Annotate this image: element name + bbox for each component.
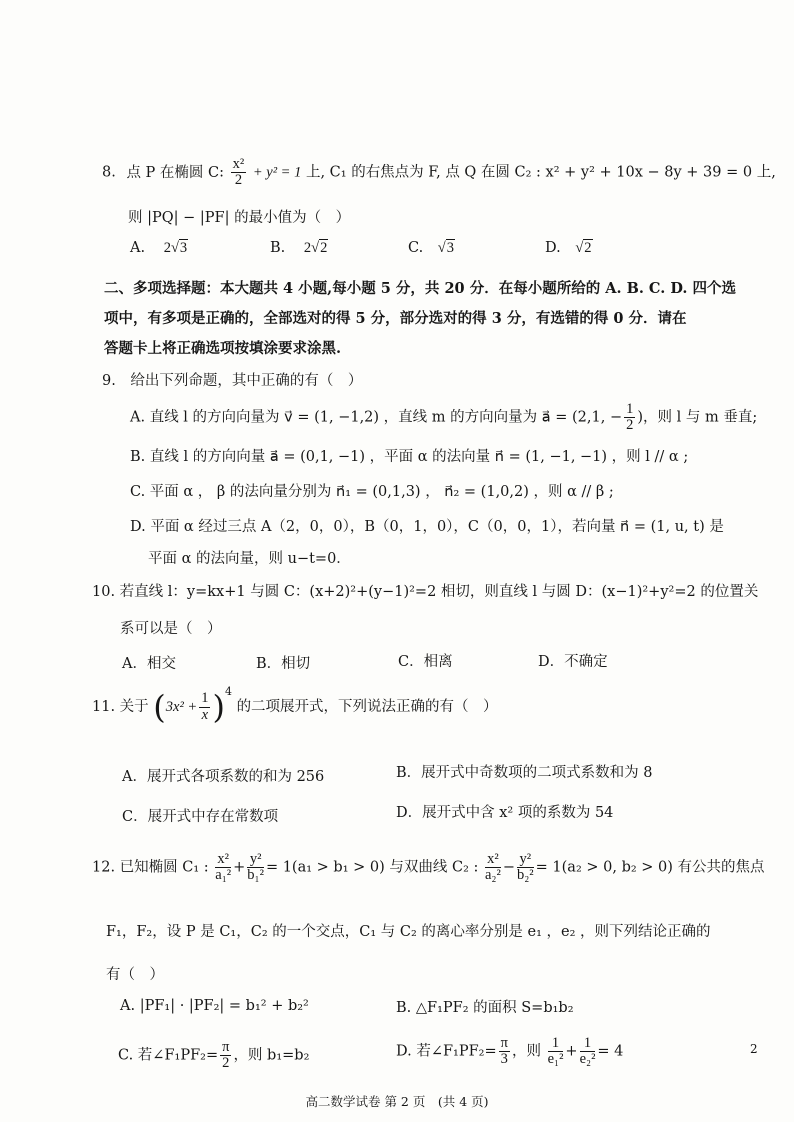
q12-d-pre: D. 若∠F₁PF₂=	[396, 1043, 497, 1060]
q12-d-frac2	[580, 1036, 596, 1067]
q11-frac-den: x	[201, 706, 209, 723]
q9-option-c: C. 平面 α ， β 的法向量分别为 n⃗₁ = (0,1,3) ， n⃗₂ = (1,0,2) ，则 α // β ;	[130, 484, 614, 500]
q12-ellipse-frac2	[247, 852, 264, 883]
q8-option-c-radicand: 3	[446, 240, 455, 256]
q12-d-d1: e₁²	[547, 1051, 564, 1068]
q8-frac-num: x²	[232, 156, 245, 172]
q12-d-post: = 4	[597, 1043, 624, 1060]
section2-line1: 二、多项选择题：本大题共 4 小题,每小题 5 分，共 20 分．在每小题所给的 A. B. C. D. 四个选	[104, 280, 736, 297]
q12-d-n2: 1	[580, 1036, 596, 1052]
q8-ellipse-colon: :	[219, 164, 225, 181]
q11-option-a: A．展开式各项系数的和为 256	[122, 769, 325, 785]
q12-h-num2: y²	[517, 852, 534, 868]
q10-option-b: B．相切	[256, 656, 311, 672]
q11-pre: 11. 关于	[92, 699, 149, 715]
q8-ellipse-rest: + y² = 1	[252, 164, 302, 181]
q8-option-d-radicand: 2	[584, 240, 592, 256]
q12-c-den: 2	[222, 1055, 230, 1072]
q12-option-c	[118, 1040, 309, 1071]
q10-line2: 系可以是（ ）	[120, 621, 222, 637]
q12-option-a: A. |PF₁| · |PF₂| = b₁² + b₂²	[120, 998, 309, 1014]
q9-option-a	[130, 402, 757, 433]
q8-option-a-label: A.	[130, 240, 146, 256]
q12-hyper-frac1	[485, 852, 501, 883]
q11-left-paren: (	[153, 688, 166, 726]
q12-line3: 有（ ）	[106, 967, 164, 983]
q8-option-a-value: 2√3	[163, 240, 188, 256]
q12-e-rest: = 1(a₁ > b₁ > 0) 与双曲线 C₂ :	[265, 859, 479, 876]
q8-text-a: 点 P 在椭圆 C	[126, 164, 220, 181]
page-footer: 高二数学试卷 第 2 页 (共 4 页)	[305, 1094, 489, 1109]
q8-option-d-label: D.	[545, 240, 561, 256]
q8-line1	[102, 157, 776, 188]
q9-a-frac-den: 2	[626, 417, 634, 434]
q11-power: 4	[224, 685, 232, 699]
q12-line2: F₁，F₂，设 P 是 C₁，C₂ 的一个交点，C₁ 与 C₂ 的离心率分别是 e₁ ，e₂ ，则下列结论正确的	[106, 924, 711, 940]
q8-option-a	[130, 240, 188, 257]
q8-option-b	[270, 240, 328, 257]
q12-hyper-frac2	[517, 852, 534, 883]
q9-a-pre: A. 直线 l 的方向向量为 v⃗ = (1, −1,2) ，直线 m 的方向向量为 a⃗ = (2,1, −	[130, 409, 623, 426]
q11-frac-num: 1	[201, 690, 209, 707]
q11-right-paren: )	[212, 688, 225, 726]
q8-line2: 则 |PQ| − |PF| 的最小值为（ ）	[128, 210, 351, 226]
q8-option-d	[545, 240, 593, 257]
q9-option-d-line2: 平面 α 的法向量，则 u−t=0．	[148, 551, 351, 567]
q8-frac-den: 2	[234, 172, 243, 189]
q12-h-den1: a₂²	[485, 867, 501, 884]
q9-a-fraction	[624, 402, 635, 433]
q12-option-b: B. △F₁PF₂ 的面积 S=b₁b₂	[396, 1000, 574, 1016]
q11-option-c: C．展开式中存在常数项	[122, 809, 279, 825]
q12-d-den: 3	[500, 1051, 508, 1068]
q12-ellipse-frac1	[215, 852, 231, 883]
q10-option-a: A．相交	[122, 656, 176, 672]
q12-d-n1: 1	[548, 1036, 564, 1052]
q10-option-d: D．不确定	[538, 654, 608, 670]
q10-option-c: C．相离	[398, 654, 453, 670]
q12-e-num2: y²	[247, 852, 264, 868]
q9-a-frac-num: 1	[626, 401, 634, 417]
q12-c-num: π	[222, 1039, 230, 1055]
q12-e-den2: b₁²	[247, 867, 264, 884]
q9-a-post: )，则 l 与 m 垂直;	[637, 409, 758, 426]
q11-expr-a: 3x² +	[165, 699, 198, 715]
q12-d-frac1	[548, 1036, 564, 1067]
q12-pre: 12. 已知椭圆 C₁ :	[92, 859, 209, 876]
q8-option-b-value: 2√2	[303, 240, 328, 256]
q11-post: 的二项展开式，下列说法正确的有（ ）	[236, 699, 498, 715]
q12-e-num1: x²	[215, 852, 231, 868]
q11-fraction	[199, 691, 210, 722]
q12-d-mid: ，则	[511, 1043, 541, 1060]
side-page-number: 2	[750, 1042, 758, 1056]
q12-c-fraction	[220, 1040, 231, 1071]
q12-h-num1: x²	[485, 852, 501, 868]
q12-c-pre: C. 若∠F₁PF₂=	[118, 1047, 219, 1064]
q12-d-fraction	[499, 1036, 510, 1067]
q9-stem: 9. 给出下列命题，其中正确的有（ ）	[102, 373, 363, 389]
q8-option-c-value: √3	[437, 240, 455, 256]
q9-option-d-line1: D. 平面 α 经过三点 A（2，0，0），B（0，1，0），C（0，0，1），若向量 n⃗ = (1, u, t) 是	[130, 519, 724, 535]
q12-h-rest: = 1(a₂ > 0, b₂ > 0) 有公共的焦点	[535, 859, 765, 876]
q12-e-den1: a₁²	[215, 867, 232, 884]
q12-line1: 12. 已知椭圆 C₁ : $\frac{\text{x²}}{\text{a₁²}}$ + $\frac{\text{y²}}{\text{b₁²}}$ = 1(a₁ > b₁ > 0) 与双曲线 C₂ : $\frac{\text{x²}}{\text{a₂²}}$ − $\frac{\text{y²}}{\text{b₂²}}$ = 1(a₂ > 0, b₂ > 0) 有公共的焦点	[92, 851, 765, 884]
q11-line	[92, 685, 498, 726]
q8-text-b: 上, C₁ 的右焦点为 F, 点 Q 在圆 C₂ : x² + y² + 10x − 8y + 39 = 0 上,	[305, 164, 776, 181]
q12-h-den2: b₂²	[517, 867, 534, 884]
q8-option-b-coef: 2	[303, 240, 312, 256]
section2-line2: 项中，有多项是正确的，全部选对的得 5 分，部分选对的得 3 分，有选错的得 0 分．请在	[104, 310, 687, 327]
q10-line1: 10. 若直线 l：y=kx+1 与圆 C：(x+2)²+(y−1)²=2 相切，则直线 l 与圆 D：(x−1)²+y²=2 的位置关	[92, 584, 759, 600]
q11-option-d: D．展开式中含 x² 项的系数为 54	[396, 805, 614, 821]
q8-option-d-value: √2	[575, 240, 592, 256]
q8-ellipse-fraction	[231, 157, 247, 188]
q12-c-post: ，则 b₁=b₂	[233, 1047, 310, 1064]
q8-option-b-radicand: 2	[320, 240, 328, 256]
q12-d-num: π	[500, 1035, 508, 1051]
section2-line3: 答题卡上将正确选项按填涂要求涂黑.	[104, 340, 342, 357]
q8-number: 8.	[102, 164, 116, 181]
q8-option-a-coef: 2	[163, 240, 171, 256]
q12-option-d: D. 若∠F₁PF₂= $\frac{\pi}{3}$ ，则 $\frac{1}{\text{e₁²}}$ + $\frac{1}{\text{e₂²}}$ = 4	[396, 1035, 624, 1068]
q8-option-c-label: C.	[408, 240, 424, 256]
q8-option-b-label: B.	[270, 240, 286, 256]
q12-d-d2: e₂²	[579, 1051, 596, 1068]
q8-option-a-radicand: 3	[179, 240, 188, 256]
q11-option-b: B．展开式中奇数项的二项式系数和为 8	[396, 765, 653, 781]
q9-option-b: B. 直线 l 的方向向量 a⃗ = (0,1, −1) ，平面 α 的法向量 n⃗ = (1, −1, −1) ，则 l // α ;	[130, 449, 689, 465]
q8-option-c	[408, 240, 455, 257]
